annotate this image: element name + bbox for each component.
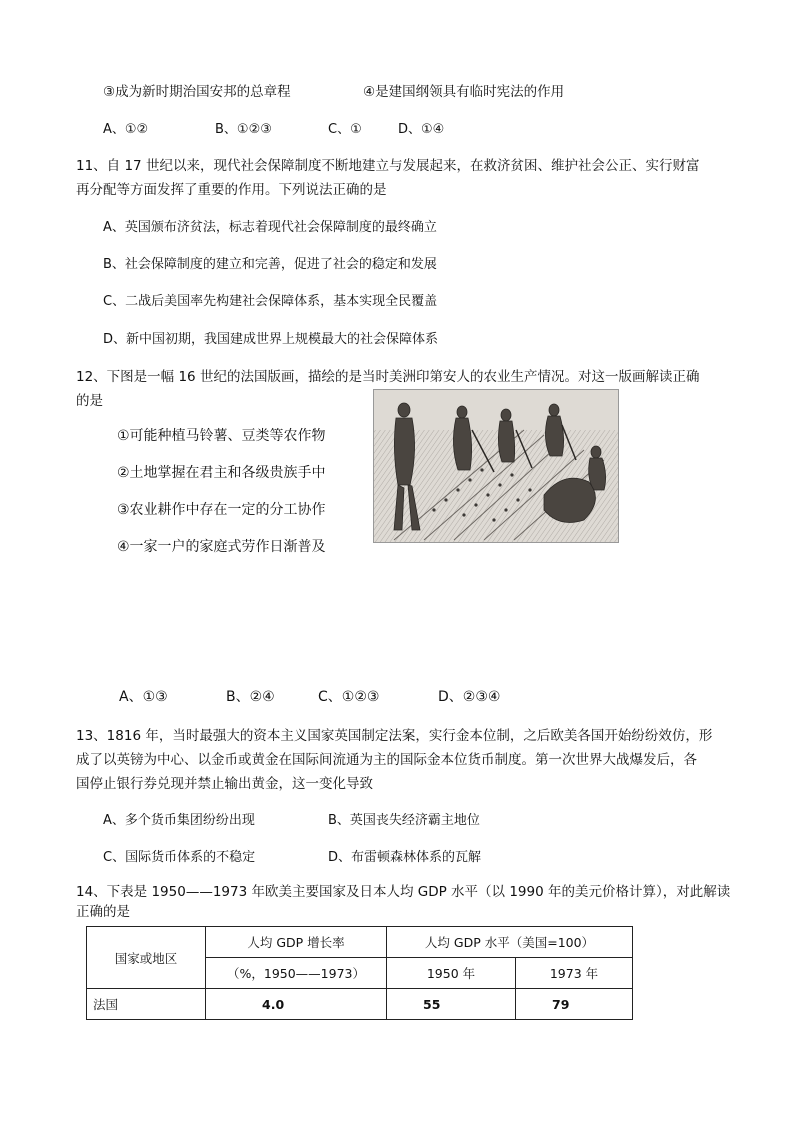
q11-option-d: D、新中国初期，我国建成世界上规模最大的社会保障体系 — [103, 332, 439, 347]
q12-option-b: B、②④ — [226, 689, 275, 705]
q12-option-d: D、②③④ — [438, 689, 501, 705]
q12-item-1: ①可能种植马铃薯、豆类等农作物 — [117, 428, 326, 444]
q12-stem-line1: 12、下图是一幅 16 世纪的法国版画，描绘的是当时美洲印第安人的农业生产情况。对这一版画解读正确 — [76, 369, 700, 385]
q10-item-3: ③成为新时期治国安邦的总章程 — [103, 84, 291, 100]
q13-option-c: C、国际货币体系的不稳定 — [103, 850, 256, 865]
header-level: 人均 GDP 水平（美国=100） — [387, 927, 633, 958]
q11-stem-line2: 再分配等方面发挥了重要的作用。下列说法正确的是 — [76, 182, 387, 198]
cell-1973: 79 — [516, 989, 633, 1020]
q10-option-c: C、① — [328, 122, 362, 137]
q11-option-c: C、二战后美国率先构建社会保障体系，基本实现全民覆盖 — [103, 294, 438, 309]
q14-stem-line1: 14、下表是 1950——1973 年欧美主要国家及日本人均 GDP 水平（以 1990 年的美元价格计算），对此解读 — [76, 884, 731, 900]
q14-stem-line2: 正确的是 — [76, 904, 130, 920]
header-1973: 1973 年 — [516, 958, 633, 989]
cell-growth: 4.0 — [206, 989, 387, 1020]
q10-item-4: ④是建国纲领具有临时宪法的作用 — [363, 84, 565, 100]
header-1950: 1950 年 — [387, 958, 516, 989]
cell-country: 法国 — [87, 989, 206, 1020]
q12-item-3: ③农业耕作中存在一定的分工协作 — [117, 502, 326, 518]
q11-option-b: B、社会保障制度的建立和完善，促进了社会的稳定和发展 — [103, 257, 437, 272]
q10-option-b: B、①②③ — [215, 122, 272, 137]
q12-stem-line2: 的是 — [76, 393, 103, 409]
cell-1950: 55 — [387, 989, 516, 1020]
q12-option-a: A、①③ — [119, 689, 168, 705]
q13-stem-line2: 成了以英镑为中心、以金币或黄金在国际间流通为主的国际金本位货币制度。第一次世界大战爆发后，各 — [76, 752, 697, 768]
q11-stem-line1: 11、自 17 世纪以来，现代社会保障制度不断地建立与发展起来，在救济贫困、维护社会公正、实行财富 — [76, 158, 700, 174]
header-growth: 人均 GDP 增长率 — [206, 927, 387, 958]
header-country: 国家或地区 — [87, 927, 206, 989]
gdp-table — [86, 926, 633, 1020]
q12-option-c: C、①②③ — [318, 689, 380, 705]
q13-option-d: D、布雷顿森林体系的瓦解 — [328, 850, 482, 865]
q11-option-a: A、英国颁布济贫法，标志着现代社会保障制度的最终确立 — [103, 220, 437, 235]
q12-item-4: ④一家一户的家庭式劳作日渐普及 — [117, 539, 326, 555]
header-growth-unit: （%，1950——1973） — [206, 958, 387, 989]
q13-stem-line3: 国停止银行券兑现并禁止输出黄金，这一变化导致 — [76, 776, 373, 792]
table-row — [87, 989, 633, 1020]
q10-option-d: D、①④ — [398, 122, 445, 137]
q13-option-a: A、多个货币集团纷纷出现 — [103, 813, 255, 828]
q12-item-2: ②土地掌握在君主和各级贵族手中 — [117, 465, 326, 481]
q13-option-b: B、英国丧失经济霸主地位 — [328, 813, 480, 828]
q10-option-a: A、①② — [103, 122, 149, 137]
q13-stem-line1: 13、1816 年，当时最强大的资本主义国家英国制定法案，实行金本位制，之后欧美各国开始纷纷效仿，形 — [76, 728, 713, 744]
woodcut-illustration — [373, 389, 619, 543]
